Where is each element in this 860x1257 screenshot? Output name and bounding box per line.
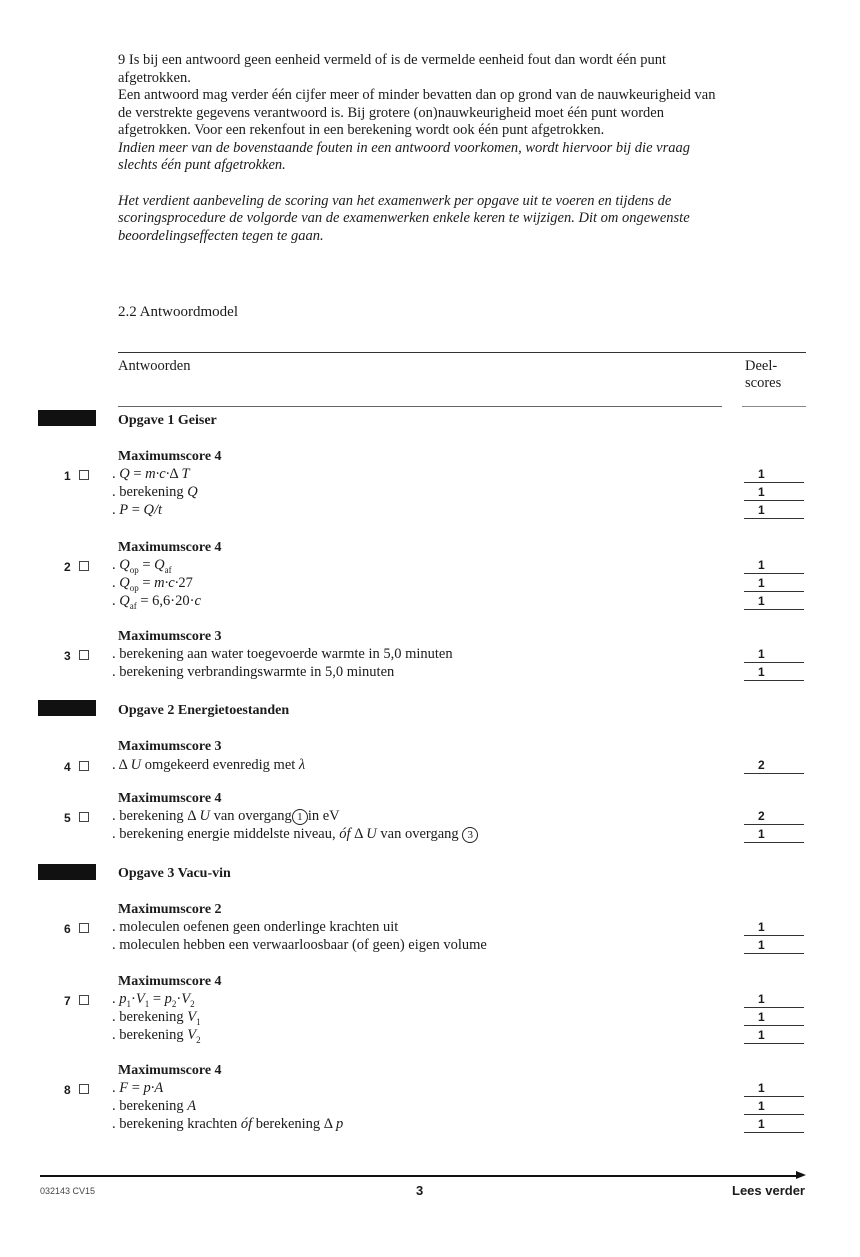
answer-item: . berekening Δ U van overgang 1 in eV: [112, 808, 340, 824]
score-cell: 1: [744, 576, 804, 592]
circled-number: 3: [462, 827, 478, 843]
question-number: 7: [64, 994, 89, 1008]
score-cell: 2: [744, 809, 804, 825]
question-number: 2: [64, 560, 89, 574]
answer-item: . moleculen hebben een verwaarloosbaar (of geen) eigen volume: [112, 937, 487, 953]
question-number: 3: [64, 649, 89, 663]
answer-item: . Q = m·c·Δ T: [112, 466, 190, 482]
score-cell: 1: [744, 827, 804, 843]
column-scores-line1: Deel-: [745, 358, 778, 374]
checkbox-icon: [79, 995, 89, 1005]
checkbox-icon: [79, 812, 89, 822]
column-scores-line2: scores: [745, 375, 782, 391]
max-score: Maximumscore 4: [118, 540, 222, 555]
answer-item: . berekening verbrandingswarmte in 5,0 minuten: [112, 664, 395, 680]
opgave-marker: [38, 700, 96, 716]
answer-item: . Δ U omgekeerd evenredig met λ: [112, 757, 306, 773]
answer-item: . $p_1\cdot V_1 = p_2\cdot V_2$: [112, 991, 195, 1009]
rule-multiple-errors: Indien meer van de bovenstaande fouten in een antwoord voorkomen, wordt hiervoor bij die vraag slechts één punt afgetrokken.: [118, 139, 690, 173]
column-answers: Antwoorden: [118, 358, 191, 374]
scoring-rules: [118, 52, 728, 245]
score-cell: 1: [744, 647, 804, 663]
max-score: Maximumscore 3: [118, 629, 222, 644]
page-number: 3: [416, 1183, 424, 1198]
answer-item: . berekening energie middelste niveau, óf Δ U van overgang 3: [112, 826, 478, 843]
opgave-marker: [38, 410, 96, 426]
max-score: Maximumscore 2: [118, 902, 222, 917]
column-scores: [745, 358, 781, 392]
rule-9: 9 Is bij een antwoord geen eenheid vermeld of is de vermelde eenheid fout dan wordt één punt afgetrokken.: [118, 52, 666, 86]
answer-item: . moleculen oefenen geen onderlinge krachten uit: [112, 919, 399, 935]
header-top-rule: [118, 352, 806, 353]
section-title: 2.2 Antwoordmodel: [118, 304, 238, 320]
max-score: Maximumscore 4: [118, 791, 222, 806]
opgave-title: Opgave 1 Geiser: [118, 413, 217, 428]
question-number: 1: [64, 469, 89, 483]
answer-item: . $Q_{op} = Q_{af}$: [112, 557, 172, 575]
score-cell: 1: [744, 1081, 804, 1097]
answer-item: . berekening A: [112, 1098, 197, 1114]
score-cell: 1: [744, 467, 804, 483]
answer-item: . berekening krachten óf berekening Δ p: [112, 1116, 344, 1132]
checkbox-icon: [79, 561, 89, 571]
score-cell: 1: [744, 1028, 804, 1044]
header-bottom-rule: [118, 406, 722, 407]
question-number: 8: [64, 1083, 89, 1097]
score-cell: 1: [744, 503, 804, 519]
checkbox-icon: [79, 923, 89, 933]
score-cell: 1: [744, 920, 804, 936]
question-number: 4: [64, 760, 89, 774]
answer-item: . berekening $V_2$: [112, 1027, 201, 1045]
score-cell: 1: [744, 992, 804, 1008]
max-score: Maximumscore 3: [118, 739, 222, 754]
checkbox-icon: [79, 761, 89, 771]
footer-rule: [40, 1175, 798, 1177]
circled-number: 1: [292, 809, 308, 825]
opgave-title: Opgave 3 Vacu-vin: [118, 866, 231, 881]
answer-item: . berekening aan water toegevoerde warmte in 5,0 minuten: [112, 646, 453, 662]
score-cell: 1: [744, 665, 804, 681]
answer-item: . F = p·A: [112, 1080, 164, 1096]
question-number: 5: [64, 811, 89, 825]
rule-precision: Een antwoord mag verder één cijfer meer of minder bevatten dan op grond van de nauwkeurigheid van de verstrekte gegevens verantwoord is. Bij grotere (on)nauwkeurigheid moet één punt worden afgetrokken. Voor een rekenfout in een berekening wordt ook één punt afgetrokken.: [118, 87, 716, 138]
opgave-marker: [38, 864, 96, 880]
checkbox-icon: [79, 470, 89, 480]
header-bottom-rule-scores: [742, 406, 806, 407]
answer-item: . $Q_{af} = 6,6\cdot 20\cdot c$: [112, 593, 201, 611]
answer-item: . $Q_{op} = m\cdot c\cdot 27$: [112, 575, 193, 593]
score-cell: 1: [744, 1099, 804, 1115]
recommendation: Het verdient aanbeveling de scoring van het examenwerk per opgave uit te voeren en tijdens de scoringsprocedure de volgorde van de examenwerken enkele keren te wijzigen. Dit om ongewenste beoordelingseffecten tegen te gaan.: [118, 192, 690, 244]
max-score: Maximumscore 4: [118, 974, 222, 989]
max-score: Maximumscore 4: [118, 1063, 222, 1078]
answer-item: . berekening $V_1$: [112, 1009, 201, 1027]
checkbox-icon: [79, 1084, 89, 1094]
answer-item: . berekening Q: [112, 484, 198, 500]
score-cell: 1: [744, 594, 804, 610]
continue-label: Lees verder: [732, 1183, 805, 1198]
question-number: 6: [64, 922, 89, 936]
score-cell: 1: [744, 938, 804, 954]
score-cell: 1: [744, 1010, 804, 1026]
max-score: Maximumscore 4: [118, 449, 222, 464]
score-cell: 1: [744, 485, 804, 501]
arrow-right-icon: [796, 1171, 806, 1179]
score-cell: 1: [744, 558, 804, 574]
score-cell: 1: [744, 1117, 804, 1133]
score-cell: 2: [744, 758, 804, 774]
opgave-title: Opgave 2 Energietoestanden: [118, 703, 290, 718]
document-code: 032143 CV15: [40, 1186, 96, 1196]
answer-item: . P = Q/t: [112, 502, 163, 518]
checkbox-icon: [79, 650, 89, 660]
